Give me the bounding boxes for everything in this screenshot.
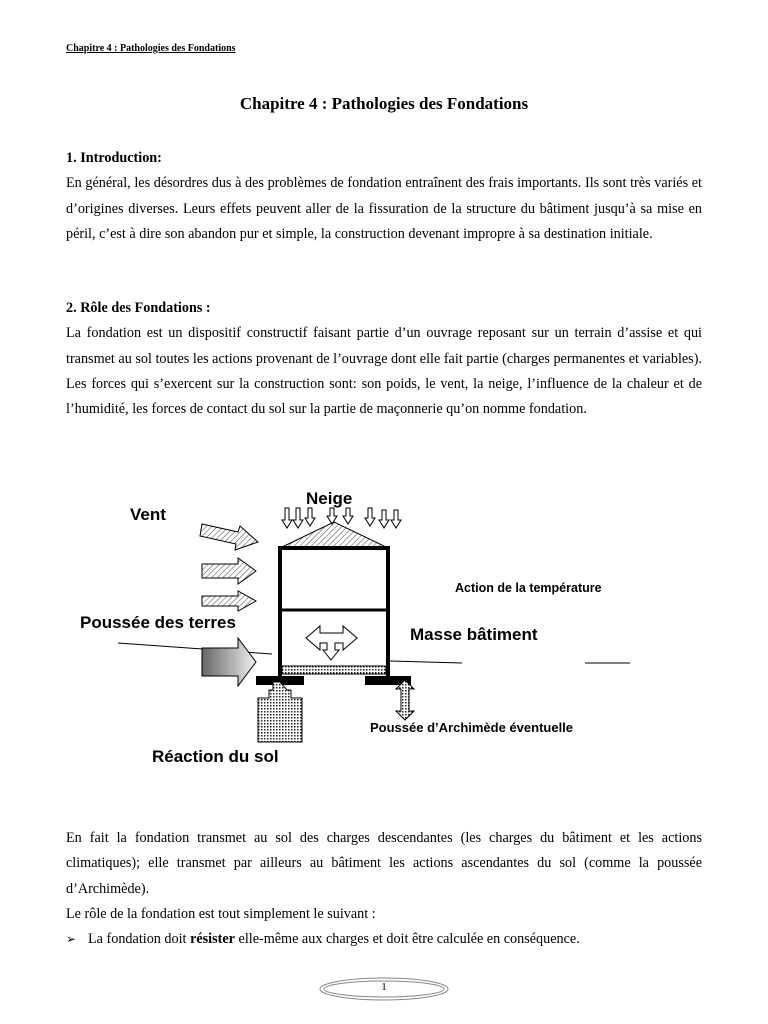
label-masse: Masse bâtiment	[410, 625, 538, 644]
bullet-item	[66, 927, 702, 952]
page-title: Chapitre 4 : Pathologies des Fondations	[239, 94, 529, 113]
label-archimede: Poussée d’Archimède éventuelle	[370, 720, 574, 735]
snow-arrows	[282, 508, 401, 528]
paragraph: En général, les désordres dus à des problèmes de fondation entraînent des frais importants. Ils sont très variés et d’origines diverses. Leurs effets peuvent aller de la fissuration de la structure du bâtiment jusqu’à sa mise en péril, c’est à dire son abandon pur et simple, la construction devenant impropre à sa destination initiale.	[66, 175, 702, 242]
paragraph: En fait la fondation transmet au sol des charges descendantes (les charges du bâtiment et les actions climatiques); elle transmet par ailleurs au bâtiment les actions ascendantes du sol (comme la poussée d’Archimède).	[66, 830, 702, 897]
label-reaction: Réaction du sol	[152, 747, 279, 766]
label-temperature: Action de la température	[455, 581, 602, 595]
paragraph: La fondation est un dispositif constructif faisant partie d’un ouvrage reposant sur un terrain d’assise et qui transmet au sol toutes les actions provenant de l’ouvrage dont elle fait partie (charges permanentes et variables).	[66, 325, 702, 367]
paragraph: Les forces qui s’exercent sur la construction sont: son poids, le vent, la neige, l’influence de la chaleur et de l’humidité, les forces de contact du sol sur la partie de maçonnerie qu’on nomme fondation.	[66, 375, 702, 418]
forces-diagram	[60, 480, 710, 780]
running-header: Chapitre 4 : Pathologies des Fondations	[66, 43, 236, 54]
label-neige: Neige	[306, 489, 353, 508]
label-vent: Vent	[130, 505, 166, 524]
page-number: 1	[318, 976, 450, 1002]
section-heading: 2. Rôle des Fondations :	[66, 300, 211, 316]
section-role-fondations	[66, 296, 702, 422]
wind-arrows	[200, 524, 258, 611]
label-poussee-terres: Poussée des terres	[80, 613, 236, 632]
ground-line	[118, 643, 630, 663]
archimedes-arrow	[396, 680, 414, 720]
building-frame	[278, 548, 390, 680]
bullet-text: La fondation doit résister elle-même aux charges et doit être calculée en conséquence.	[88, 931, 580, 948]
section-heading: 1. Introduction:	[66, 150, 162, 166]
mass-arrow-icon	[306, 626, 357, 660]
section-introduction	[66, 146, 702, 247]
arrow-bullet-icon: ➢	[66, 932, 77, 947]
section-transmission	[66, 826, 702, 952]
earth-pressure-arrow	[202, 638, 256, 686]
paragraph: Le rôle de la fondation est tout simplement le suivant :	[66, 905, 376, 922]
floor-slab	[282, 666, 386, 674]
soil-reaction-arrow	[258, 682, 302, 742]
